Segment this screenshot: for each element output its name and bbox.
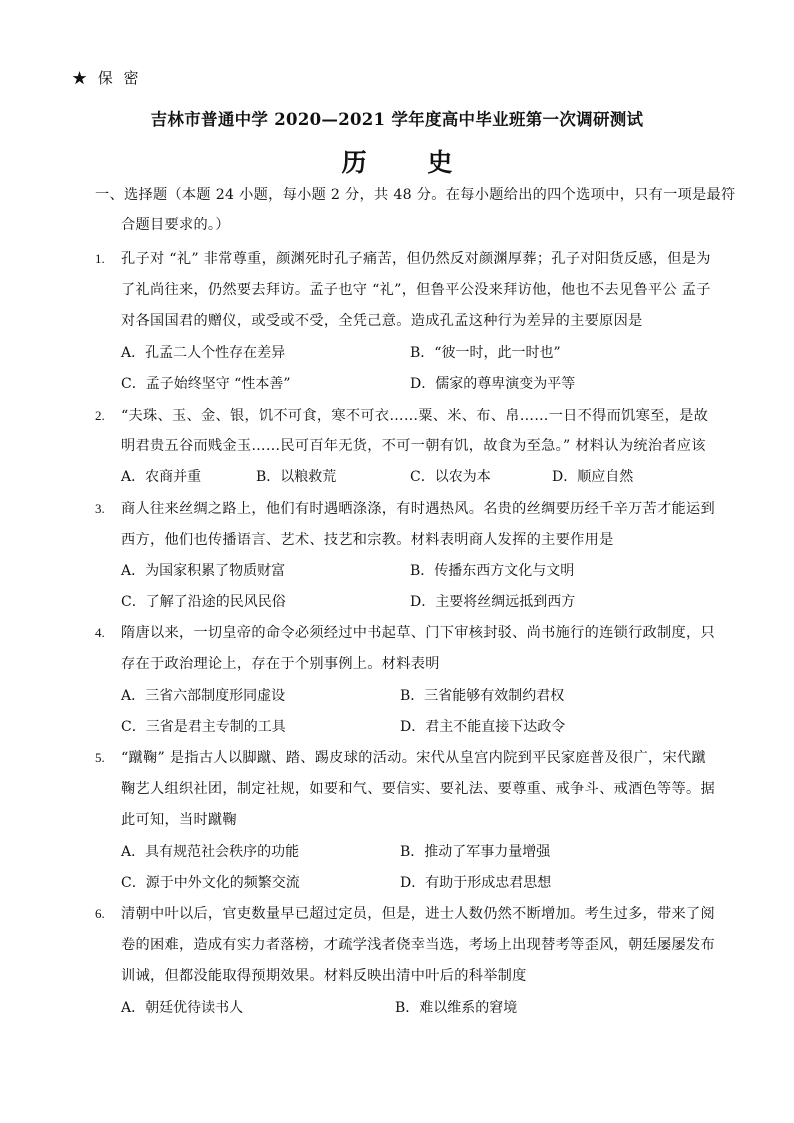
question-text-line: 清朝中叶以后，官吏数量早已超过定员，但是，进士人数仍然不断增加。考生过多，带来了阅 [121,906,715,922]
question-number: 3. [95,501,105,516]
option-d: D．君主不能直接下达政令 [400,719,566,735]
option-a: A．农商并重 [121,469,202,485]
question-text-line: 训诫，但都没能取得预期效果。材料反映出清中叶后的科举制度 [121,968,527,984]
question-number: 6. [95,906,105,921]
option-b: B．难以维系的窘境 [395,1000,518,1016]
question-number: 5. [95,750,105,765]
option-c: C．孟子始终坚守 “性本善” [121,376,291,392]
subject-title: 历 史 [341,148,479,177]
confidential-mark: ★ 保 密 [72,69,142,87]
option-c: C．以农为本 [410,469,491,485]
question-text-line: 西方，他们也传播语言、艺术、技艺和宗教。材料表明商人发挥的主要作用是 [121,532,614,548]
option-b: B．“彼一时，此一时也” [410,345,561,361]
question-text-line: 孔子对 “礼” 非常尊重，颜渊死时孔子痛苦，但仍然反对颜渊厚葬；孔子对阳货反感，但是为 [121,251,711,267]
option-a: A．孔孟二人个性存在差异 [121,345,286,361]
exam-title: 吉林市普通中学 2020—2021 学年度高中毕业班第一次调研测试 [150,110,644,129]
option-a: A．朝廷优待读书人 [121,1000,244,1016]
question-text-line: 鞠艺人组织社团，制定社规，如要和气、要信实、要礼法、要尊重、戒争斗、戒酒色等等。据 [121,781,715,797]
question-number: 4. [95,625,105,640]
question-text-line: 商人往来丝绸之路上，他们有时遇晒涤涤，有时遇热风。名贵的丝绸要历经千辛万苦才能运到 [121,501,715,517]
question-text-line: 对各国国君的赠仪，或受或不受，全凭己意。造成孔孟这种行为差异的主要原因是 [121,313,643,329]
question-text-line: 了礼尚往来，仍然要去拜访。孟子也守 “礼”，但鲁平公没来拜访他，他也不去见鲁平公 孟子 [121,282,711,298]
section-instruction-line-2: 合题目要求的。） [121,217,230,233]
question-text-line: “夫珠、玉、金、银，饥不可食，寒不可衣……粟、米、布、帛……一日不得而饥寒至，是故 [121,408,709,424]
question-number: 1. [95,251,105,266]
option-b: B．以粮救荒 [256,469,337,485]
option-b: B．三省能够有效制约君权 [400,688,565,704]
question-text-line: 卷的困难，造成有实力者落榜，才疏学浅者侥幸当选，考场上出现替考等歪风，朝廷屡屡发布 [121,937,715,953]
question-number: 2. [95,408,105,423]
option-d: D．有助于形成忠君思想 [400,875,552,891]
question-text-line: 隋唐以来，一切皇帝的命令必须经过中书起草、门下审核封驳、尚书施行的连锁行政制度，只 [121,625,715,641]
question-text-line: 此可知，当时蹴鞠 [121,812,237,828]
option-b: B．传播东西方文化与文明 [410,563,575,579]
option-a: A．三省六部制度形同虚设 [121,688,286,704]
option-c: C．源于中外文化的频繁交流 [121,875,300,891]
option-d: D．儒家的尊卑演变为平等 [410,376,576,392]
option-b: B．推动了军事力量增强 [400,844,551,860]
section-instruction-line-1: 一、选择题（本题 24 小题，每小题 2 分，共 48 分。在每小题给出的四个选项中，只有一项是最符 [95,187,736,203]
option-c: C．三省是君主专制的工具 [121,719,286,735]
question-text-line: “蹴鞠” 是指古人以脚蹴、踏、踢皮球的活动。宋代从皇宫内院到平民家庭普及很广，宋代蹴 [121,750,706,766]
option-d: D．顺应自然 [552,469,634,485]
option-c: C．了解了沿途的民风民俗 [121,594,286,610]
question-text-line: 明君贵五谷而贱金玉……民可百年无货，不可一朝有饥，故食为至急。” 材料认为统治者应该 [121,438,706,454]
option-a: A．为国家积累了物质财富 [121,563,286,579]
option-a: A．具有规范社会秩序的功能 [121,844,300,860]
option-d: D．主要将丝绸远抵到西方 [410,594,576,610]
question-text-line: 存在于政治理论上，存在于个别事例上。材料表明 [121,656,440,672]
